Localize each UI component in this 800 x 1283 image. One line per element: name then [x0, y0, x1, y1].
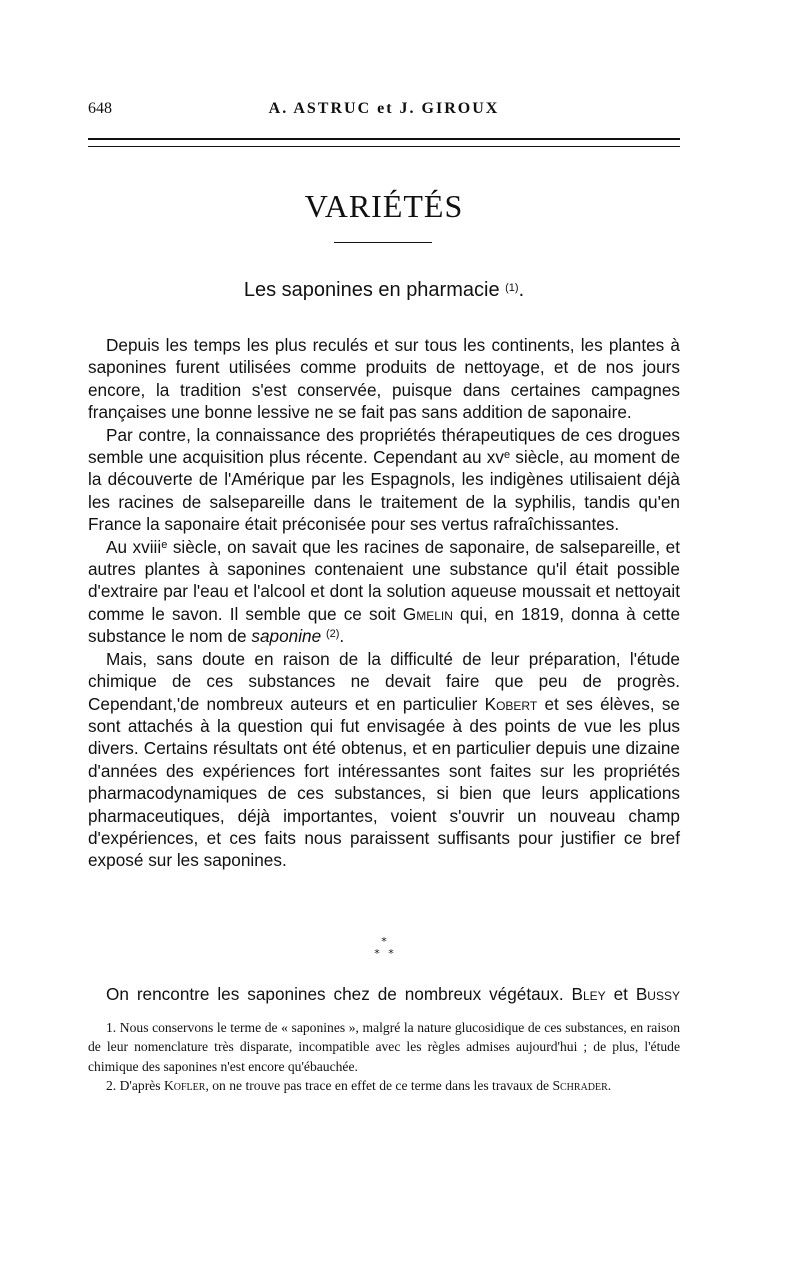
article-body: [88, 334, 680, 872]
running-head: A. ASTRUC et J. GIROUX: [268, 100, 500, 117]
footnote-ref-2: (2): [325, 628, 340, 641]
title-divider: [334, 242, 432, 243]
footnote-2: 2. D'après Kofler, on ne trouve pas trace en effet de ce terme dans les travaux de Schrader.: [106, 1078, 612, 1094]
author-name-schrader: Schrader: [552, 1078, 608, 1094]
footnote-ref-1: (1): [505, 282, 519, 294]
header-double-rule: [88, 138, 680, 147]
continuation-line: On rencontre les saponines chez de nombreux végétaux. Bley et Bussy: [106, 984, 680, 1004]
asterism-ornament: [360, 935, 408, 965]
article-title-text: Les saponines en pharmacie: [243, 279, 500, 301]
paragraph-4: Mais, sans doute en raison de la difficulté de leur préparation, l'étude chimique de ces substances ne devait faire que peu de progrès. Cependant,'de nombreux auteurs et en particulier Kobert et ses élèves, se sont attachés à la question qui fut envisagée à des points de vue les plus divers. Certains résultats ont été obtenus, et en particulier depuis une dizaine d'années des expériences fort intéressantes sont faites sur les propriétés pharmacodynamiques de ces substances, si bien que leurs applications pharmaceutiques, déjà importantes, voient s'ouvrir un nouveau champ d'expériences, et ces faits nous paraissent suffisants pour justifier ce bref exposé sur les saponines.: [88, 648, 680, 871]
paragraph-1: Depuis les temps les plus reculés et sur tous les continents, les plantes à saponines furent utilisées comme produits de nettoyage, et de nos jours encore, la tradition s'est conservée, puisque dans certaines campagnes françaises une bonne lessive ne se fait pas sans addition de saponaire.: [88, 335, 680, 423]
term-saponine: saponine: [251, 626, 322, 647]
author-name-bussy: Bussy: [635, 984, 680, 1004]
author-name-kofler: Kofler: [163, 1078, 206, 1094]
svg-text:*: *: [388, 947, 394, 960]
author-name-gmelin: Gmelin: [402, 603, 453, 624]
paragraph-2: Par contre, la connaissance des propriétés thérapeutiques de ces drogues semble une acquisition plus récente. Cependant au $xv^e$ siècle, au moment de la découverte de l'Amérique par les Espagnols, les indigènes utilisaient déjà les racines de salsepareille dans le traitement de la syphilis, tandis qu'en France la saponaire était préconisée pour ses vertus rafraîchissantes.: [88, 424, 681, 535]
author-name-bley: Bley: [571, 984, 606, 1004]
author-name-kobert: Kobert: [484, 693, 538, 714]
svg-text:*: *: [374, 947, 380, 960]
article-title: Les saponines en pharmacie $^{(1)}$.: [243, 279, 525, 301]
section-title: VARIÉTÉS: [304, 188, 464, 224]
paragraph-3: Au xviii$^e$ siècle, on savait que les racines de saponaire, de salsepareille, et autres plantes à saponines contenaient une substance qu'il était possible d'extraire par l'eau et l'alcool et dont la solution aqueuse moussait et nettoyait comme le savon. Il semble que ce soit Gmelin qui, en 1819, donna à cette substance le nom de saponine $^{(2)}$.: [88, 536, 680, 647]
page-header: [88, 100, 680, 124]
footnotes: [88, 1018, 680, 1096]
footnote-1: 1. Nous conservons le terme de « saponines », malgré la nature glucosidique de ces substances, en raison de leur nomenclature très disparate, incompatible avec les règles admises aujourd'hui ; de plus, l'étude chimique des saponines n'est encore qu'ébauchée.: [88, 1020, 680, 1074]
page-number: 648: [88, 100, 112, 117]
svg-text:*: *: [381, 935, 387, 948]
